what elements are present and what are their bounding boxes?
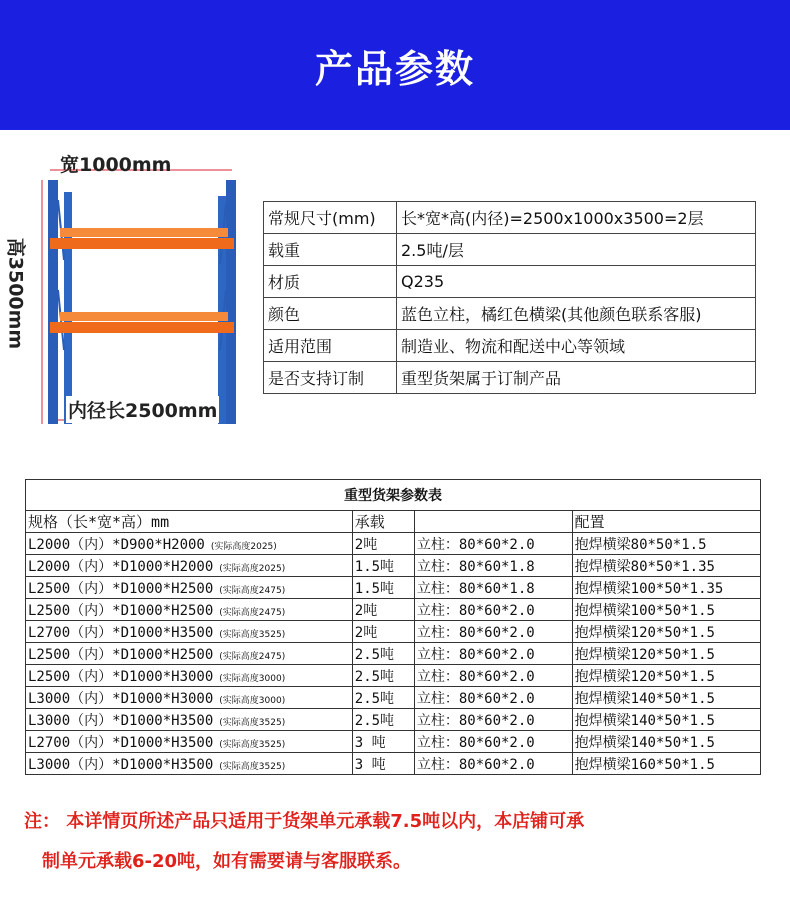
left-upright-front <box>48 180 58 424</box>
cell-beam: 抱焊横梁120*50*1.5 <box>572 665 760 687</box>
cell-load: 2.5吨 <box>352 709 414 731</box>
cell-load: 2.5吨 <box>352 665 414 687</box>
table-row <box>26 709 761 731</box>
spec-text: L3000（内）*D1000*H3500 <box>28 756 214 773</box>
actual-height: (实际高度3000) <box>219 695 286 706</box>
cell-spec <box>26 621 353 643</box>
header-spec: 规格（长*宽*高）mm <box>26 511 353 533</box>
actual-height: (实际高度2025) <box>210 541 277 552</box>
cell-spec <box>26 643 353 665</box>
height-label: 高3500mm <box>4 237 27 350</box>
table-row <box>26 621 761 643</box>
cell-load: 1.5吨 <box>352 577 414 599</box>
spec-key: 是否支持订制 <box>264 362 397 394</box>
spec-row <box>264 234 756 266</box>
cell-load: 2吨 <box>352 621 414 643</box>
table-row <box>26 577 761 599</box>
table-row <box>26 599 761 621</box>
cell-upright: 立柱：80*60*2.0 <box>414 621 572 643</box>
cell-beam: 抱焊横梁140*50*1.5 <box>572 687 760 709</box>
actual-height: (实际高度2475) <box>219 607 286 618</box>
cell-upright: 立柱：80*60*2.0 <box>414 533 572 555</box>
cell-upright: 立柱：80*60*2.0 <box>414 709 572 731</box>
spec-value: 制造业、物流和配送中心等领域 <box>397 330 756 362</box>
length-label: 内径长2500mm <box>66 396 219 423</box>
cell-upright: 立柱：80*60*2.0 <box>414 599 572 621</box>
cell-beam: 抱焊横梁140*50*1.5 <box>572 709 760 731</box>
cell-beam: 抱焊横梁100*50*1.5 <box>572 599 760 621</box>
spec-text: L2700（内）*D1000*H3500 <box>28 624 214 641</box>
cell-upright: 立柱：80*60*2.0 <box>414 753 572 775</box>
table-row <box>26 665 761 687</box>
actual-height: (实际高度3525) <box>219 761 286 772</box>
rack-diagram <box>0 140 262 440</box>
actual-height: (实际高度3000) <box>219 673 286 684</box>
spec-row <box>264 202 756 234</box>
param-table-caption: 重型货架参数表 <box>26 480 761 511</box>
actual-height: (实际高度2475) <box>219 585 286 596</box>
cell-upright: 立柱：80*60*2.0 <box>414 665 572 687</box>
note-line-2: 制单元承载6-20吨，如有需要请与客服联系。 <box>42 851 412 872</box>
spec-row <box>264 298 756 330</box>
width-label: 宽1000mm <box>60 154 172 176</box>
upper-beam-back <box>60 228 228 237</box>
actual-height: (实际高度2475) <box>219 651 286 662</box>
spec-text: L3000（内）*D1000*H3000 <box>28 690 214 707</box>
cell-load: 2吨 <box>352 599 414 621</box>
cell-load: 2.5吨 <box>352 687 414 709</box>
lower-beam-front <box>50 322 234 333</box>
spec-text: L2700（内）*D1000*H3500 <box>28 734 214 751</box>
table-row <box>26 643 761 665</box>
spec-text: L2500（内）*D1000*H3000 <box>28 668 214 685</box>
cell-load: 1.5吨 <box>352 555 414 577</box>
cell-spec <box>26 533 353 555</box>
cell-load: 3 吨 <box>352 753 414 775</box>
cell-spec <box>26 599 353 621</box>
spec-value: 2.5吨/层 <box>397 234 756 266</box>
cell-spec <box>26 709 353 731</box>
table-row <box>26 533 761 555</box>
cell-load: 3 吨 <box>352 731 414 753</box>
param-table-header <box>26 511 761 533</box>
cell-spec <box>26 665 353 687</box>
param-table <box>25 479 761 775</box>
spec-text: L2000（内）*D900*H2000 <box>28 536 205 553</box>
rack-illustration <box>0 140 262 440</box>
cell-beam: 抱焊横梁80*50*1.5 <box>572 533 760 555</box>
cell-spec <box>26 687 353 709</box>
spec-value: 蓝色立柱，橘红色横梁(其他颜色联系客服) <box>397 298 756 330</box>
header-load: 承载 <box>352 511 414 533</box>
cell-spec <box>26 731 353 753</box>
table-row <box>26 687 761 709</box>
spec-table <box>263 201 756 394</box>
table-row <box>26 555 761 577</box>
cell-beam: 抱焊横梁140*50*1.5 <box>572 731 760 753</box>
table-row <box>26 753 761 775</box>
spec-text: L2500（内）*D1000*H2500 <box>28 580 214 597</box>
cell-upright: 立柱：80*60*1.8 <box>414 555 572 577</box>
spec-row <box>264 330 756 362</box>
lower-beam-back <box>60 312 228 321</box>
spec-text: L2000（内）*D1000*H2000 <box>28 558 214 575</box>
cell-beam: 抱焊横梁100*50*1.35 <box>572 577 760 599</box>
cell-load: 2吨 <box>352 533 414 555</box>
cell-upright: 立柱：80*60*2.0 <box>414 687 572 709</box>
spec-key: 常规尺寸(mm) <box>264 202 397 234</box>
cell-beam: 抱焊横梁160*50*1.5 <box>572 753 760 775</box>
actual-height: (实际高度3525) <box>219 717 286 728</box>
cell-spec <box>26 753 353 775</box>
header-config: 配置 <box>572 511 760 533</box>
header-blank <box>414 511 572 533</box>
actual-height: (实际高度3525) <box>219 629 286 640</box>
cell-beam: 抱焊横梁120*50*1.5 <box>572 621 760 643</box>
left-upright-back <box>64 192 72 424</box>
spec-key: 载重 <box>264 234 397 266</box>
right-upright-front <box>226 180 236 424</box>
cell-upright: 立柱：80*60*2.0 <box>414 731 572 753</box>
spec-value: 重型货架属于订制产品 <box>397 362 756 394</box>
cell-spec <box>26 577 353 599</box>
spec-value: 长*宽*高(内径)=2500x1000x3500=2层 <box>397 202 756 234</box>
cell-spec <box>26 555 353 577</box>
table-row <box>26 731 761 753</box>
spec-row <box>264 266 756 298</box>
actual-height: (实际高度2025) <box>219 563 286 574</box>
cell-beam: 抱焊横梁80*50*1.35 <box>572 555 760 577</box>
cell-load: 2.5吨 <box>352 643 414 665</box>
spec-row <box>264 362 756 394</box>
banner <box>0 0 790 130</box>
note-line-1: 注： 本详情页所述产品只适用于货架单元承载7.5吨以内，本店铺可承 <box>24 811 585 832</box>
note <box>24 802 764 882</box>
cell-upright: 立柱：80*60*2.0 <box>414 643 572 665</box>
cell-beam: 抱焊横梁120*50*1.5 <box>572 643 760 665</box>
upper-beam-front <box>50 238 234 249</box>
spec-text: L2500（内）*D1000*H2500 <box>28 602 214 619</box>
spec-value: Q235 <box>397 266 756 298</box>
actual-height: (实际高度3525) <box>219 739 286 750</box>
spec-key: 适用范围 <box>264 330 397 362</box>
spec-text: L3000（内）*D1000*H3500 <box>28 712 214 729</box>
cell-upright: 立柱：80*60*1.8 <box>414 577 572 599</box>
spec-key: 颜色 <box>264 298 397 330</box>
spec-key: 材质 <box>264 266 397 298</box>
page-title: 产品参数 <box>314 46 475 91</box>
spec-text: L2500（内）*D1000*H2500 <box>28 646 214 663</box>
